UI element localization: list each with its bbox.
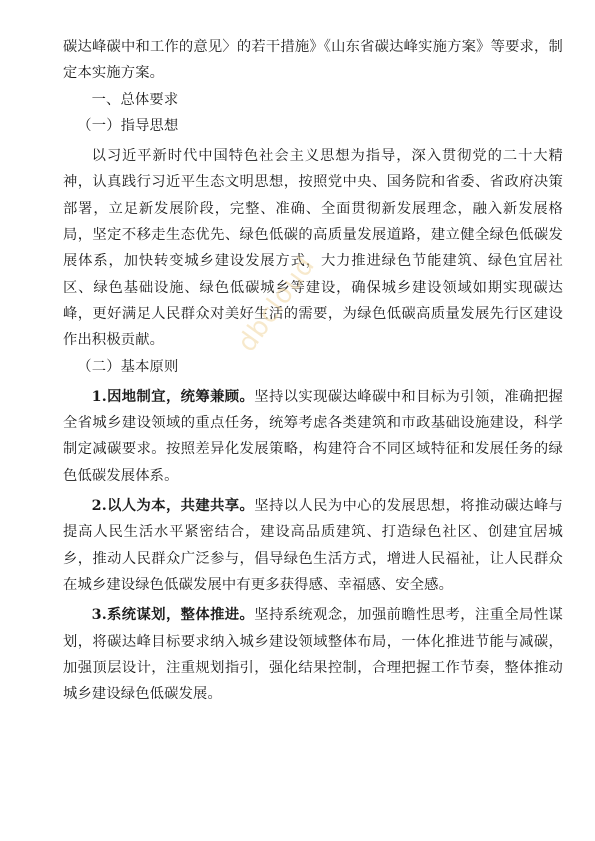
guiding-ideology-paragraph: 以习近平新时代中国特色社会主义思想为指导，深入贯彻党的二十大精神，认真践行习近平生态文明思想，按照党中央、国务院和省委、省政府决策部署，立足新发展阶段，完整、准确、全面贯彻新发展理念，融入新发展格局，坚定不移走生态优先、绿色低碳的高质量发展道路，建立健全绿色低碳发展体系，加快转变城乡建设发展方式，大力推进绿色节能建筑、绿色宜居社区、绿色基础设施、绿色低碳城乡等建设，确保城乡建设领域如期实现碳达峰，更好满足人民群众对美好生活的需要，为绿色低碳高质量发展先行区建设作出积极贡献。 [63,148,563,349]
section-heading-general-requirements: 一、总体要求 [91,91,179,108]
principle-2-title: 2.以人为本，共建共享。 [91,498,255,515]
principle-3-paragraph [63,602,563,707]
intro-paragraph: 碳达峰碳中和工作的意见〉的若干措施》《山东省碳达峰实施方案》等要求，制定本实施方案。 [63,39,563,82]
principle-1-title: 1.因地制宜，统筹兼顾。 [91,388,255,405]
principle-2-paragraph [63,493,563,598]
subsection-heading-basic-principles: （二）基本原则 [77,358,179,375]
principle-3-body: 坚持系统观念，加强前瞻性思考，注重全局性谋划，将碳达峰目标要求纳入城乡建设领域整体布局，一体化推进节能与减碳，加强顶层设计，注重规划指引，强化结果控制，合理把握工作节奏，整体推动城乡建设绿色低碳发展。 [63,607,563,703]
subsection-heading-guiding-ideology: （一）指导思想 [77,117,179,134]
principle-1-paragraph [63,384,563,489]
principle-3-title: 3.系统谋划，整体推进。 [91,607,255,624]
document-body [63,34,563,707]
principle-1-body: 坚持以实现碳达峰碳中和目标为引领，准确把握全省城乡建设领域的重点任务，统筹考虑各类建筑和市政基础设施建设，科学制定减碳要求。按照差异化发展策略，构建符合不同区域特征和发展任务的绿色低碳发展体系。 [63,388,563,484]
watermark: dbcloud [232,250,322,358]
principle-2-body: 坚持以人民为中心的发展思想，将推动碳达峰与提高人民生活水平紧密结合，建设高品质建筑、打造绿色社区、创建宜居城乡，推动人民群众广泛参与，倡导绿色生活方式，增进人民福祉，让人民群众在城乡建设绿色低碳发展中有更多获得感、幸福感、安全感。 [63,498,563,593]
